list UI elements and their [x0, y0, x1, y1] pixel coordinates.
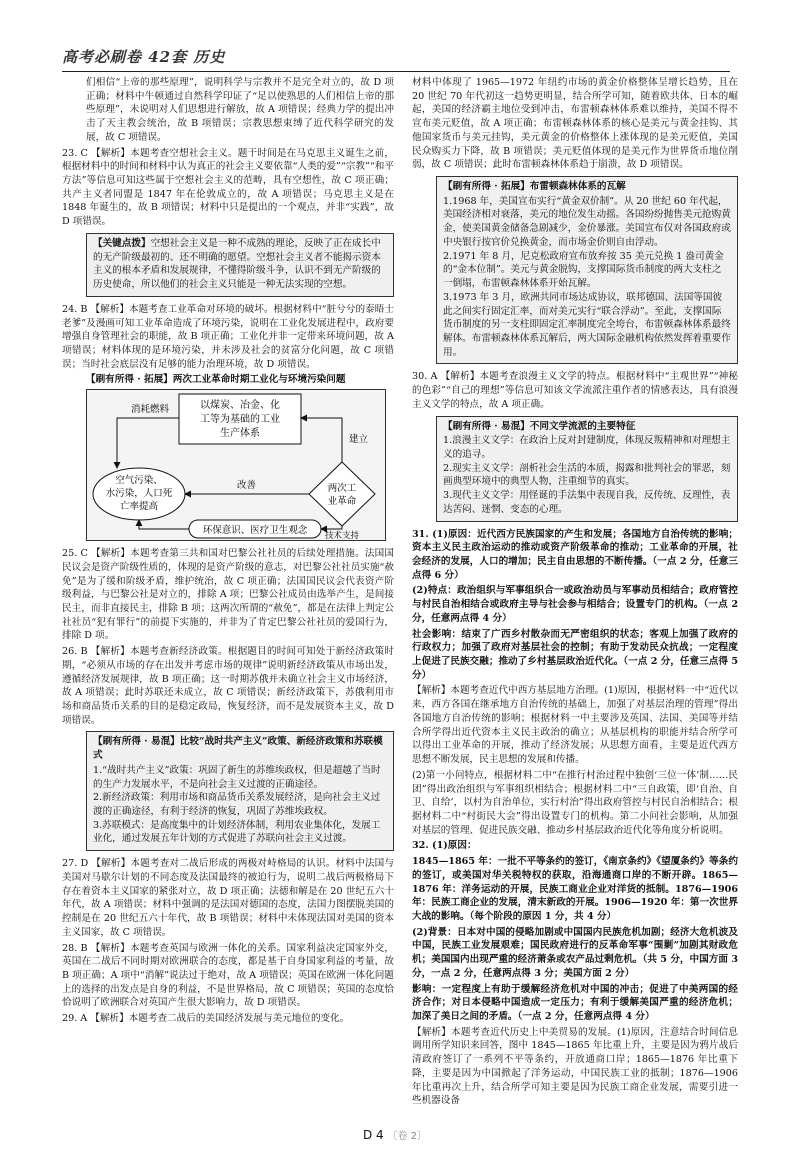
- right-column: [412, 76, 738, 1116]
- page-footer: [0, 1127, 790, 1144]
- box-item: 2.现实主义文学：剖析社会生活的本质，揭露和批判社会的罪恶，刻画典型环境中的典型人物，注重细节的真实。: [443, 462, 731, 488]
- answer-29: 29. A 【解析】本题考查二战后的美国经济发展与美元地位的变化。: [62, 1013, 350, 1025]
- diagram-title: 【刷有所得 · 拓展】两次工业革命时期工业化与环境污染问题: [86, 374, 346, 386]
- diag-label-improve: 改善: [237, 480, 257, 492]
- volume-label: 〔卷 2〕: [387, 1131, 428, 1142]
- answer-27: 27. D 【解析】本题考查对二战后形成的两极对峙格局的认识。材料中法国与美国对马歇尔计划的不同态度及法国最终的被迫行为，说明二战后两极格局下存在着资本主义国家的紧张对立，故 D 项正确；法德和解是在 20 世纪五六十年代，故 A 项错误；材料中强调的是法国对德国的态度，法国力图摆脱美国的控制是在 20 世纪五六十年代，故 B 项错误；材料中未体现法国对美国的资本主义国家，故 C 项错误。: [62, 858, 394, 938]
- diag-right-line-1: 两次工: [327, 483, 357, 495]
- left-column: [62, 76, 394, 1116]
- page-number: D 4: [362, 1128, 384, 1142]
- answer-32-reasons: 1845—1865 年：一批不平等条约的签订，《南京条约》《望厦条约》等条约的签订，或美国对华关税特权的获取，沿海通商口岸的不断开辟。1865—1876 年：洋务运动的开展，民族工商业企业对洋货的抵制。1876—1906 年：民族工商企业的发展，清末新政的开展。1906—1920 年：第一次世界大战的影响。（每个阶段的原因 1 分，共 4 分）: [412, 856, 738, 922]
- page-header: [62, 47, 730, 73]
- answer-31-analysis-2: (2)第一小问特点，根据材料二中“在推行村治过程中独创‘三位一体’制……民团”得出政治组织与军事组织相结合；根据材料二中“三自政策，即‘自治、自卫、自给’，以村为自治单位，实行村治”得出政府管控与村民自治相结合；根据材料二中“村街民大会”得出设置专门的机构。第二小问社会影响，从加强对基层的管理、促进民族交融、推动乡村基层政治近代化等角度分析说明。: [412, 769, 738, 836]
- key-point-box: [86, 233, 394, 297]
- box-item: 1.“战时共产主义”政策：巩固了新生的苏维埃政权，但是超越了当时的生产力发展水平，不是向社会主义过渡的正确途径。: [93, 764, 381, 790]
- answer-23: 23. C 【解析】本题考查空想社会主义。题干时间是在马克思主义诞生之前，根据材料中的时间和材料中认为真正的社会主义要依靠“人类的爱”“宗教”“和平方法”等信息可知这些属于空想社会主义的范畴，具有空想性，故 C 项正确；共产主义者同盟是 1847 年在伦敦成立的，故 A 项错误；马克思主义是在 1848 年诞生的，故 B 项错误；材料中只是提出的一个观点，并非“实践”，故 D 项错误。: [62, 147, 394, 228]
- diag-top-line-1: 以煤炭、冶金、化: [200, 400, 280, 412]
- diag-right-line-2: 业革命: [327, 496, 357, 508]
- diag-top-line-3: 生产体系: [220, 428, 260, 440]
- box-item: 2.新经济政策：利用市场和商品货币关系发展经济，是向社会主义过渡的正确途径，有利于经济的恢复，巩固了苏维埃政权。: [93, 792, 381, 818]
- diag-left-line-1: 空气污染、: [115, 475, 163, 487]
- answer-31-analysis: 【解析】本题考查近代中西方基层地方治理。(1)原因，根据材料一中“近代以来，西方各国在继承地方自治传统的基础上，加强了对基层治理的管理”得出各国地方自治传统的影响；根据材料一中主要涉及英国、法国、美国等并结合所学得出近代资本主义民主政治的确立；从基层机构的职能并结合所学可以得出工业革命的开展，推动了经济发展；从思想方面看，主要是近代西方思想不断发展，民主思想的发展和传播。: [412, 685, 738, 766]
- industrial-pollution-diagram: [86, 389, 386, 541]
- answer-32-analysis: 【解析】本题考查近代历史上中美贸易的发展。(1)原因，注意结合时间信息调用所学知识来回答，图中 1845—1865 年比重上升，主要是因为鸦片战后清政府签订了一系列不平等条约，开放通商口岸；1865—1876 年比重下降，主要是因为中国掀起了洋务运动，中国民族工业的抵制；1876—1906 年比重再次上升，结合所学可知主要是因为民族工商企业发展，需要引进一些机器设备: [412, 1026, 738, 1107]
- answer-32-background: (2)背景：日本对中国的侵略加剧或中国国内民族危机加剧；经济大危机波及中国，民族工业发展艰难；国民政府进行的反革命军事“围剿”加剧其财政危机；美国国内出现严重的经济萧条或农产品过剩危机。（共 5 分，中国方面 3 分，一点 2 分，任意两点得 3 分；美国方面 2 分）: [412, 926, 738, 979]
- bretton-woods-box: [436, 176, 738, 364]
- box-title: 【刷有所得 · 易混】比较“战时共产主义”政策、新经济政策和苏联模式: [93, 736, 383, 762]
- answer-32-label: 32. (1)原因：: [412, 840, 477, 852]
- header-title: 高考必刷卷 42套 历史: [62, 48, 226, 66]
- box-item: 3.苏联模式：是高度集中的计划经济体制，利用农业集体化，发展工业化，通过发展五年计划的方式促进了苏联向社会主义过渡。: [93, 819, 381, 845]
- answer-24: 24. B 【解析】本题考查工业革命对环境的破坏。根据材料中“脏兮兮的泰晤士老爹”及漫画可知工业革命造成了环境污染，说明在工业化发展进程中，政府要增强自身管理社会的职能，故 B 项正确；工业化并非一定带来环境问题，故 A 项错误；材料体现的是环境污染，并未涉及社会的贫富分化问题，故 C 项错误；当时社会底层没有足够的能力治理环境，故 D 项错误。: [62, 303, 394, 370]
- diag-bottom-text: 环保意识、医疗卫生观念: [202, 525, 308, 537]
- paragraph: 们相信“上帝的那些原理”，说明科学与宗教并不是完全对立的，故 D 项正确；材料中牛顿通过自然科学印证了“足以使熟思的人们相信上帝的那些原理”，未说明对人们思想进行解放，故 A 项错误；经典力学的提出冲击了天主教会统治，故 B 项错误；宗教思想束缚了近代科学研究的发展，故 C 项错误。: [86, 77, 394, 143]
- diag-label-tech: 技术支持: [325, 531, 360, 541]
- answer-26: 26. B 【解析】本题考查新经济政策。根据题目的时间可知处于新经济政策时期，“必须从市场的存在出发并考虑市场的规律”说明新经济政策从市场出发，遵循经济发展规律，故 B 项正确；这一时期苏俄并未确立社会主义市场经济，故 A 项错误；此时苏联还未成立，故 C 项错误；新经济政策下，苏俄利用市场和商品货币关系的目的是稳定政局，恢复经济，而不是发展资本主义，故 D 项错误。: [62, 646, 394, 726]
- box-item: 3.1973 年 3 月，欧洲共同市场达成协议，联邦德国、法国等国彼此之间实行固定汇率，而对美元实行“联合浮动”。至此，支撑国际货币制度的另一支柱即固定汇率制度完全垮台，布雷顿森林体系最终解体。布雷顿森林体系瓦解后，两大国际金融机构依然发挥着重要作用。: [443, 291, 731, 358]
- answer-30: 30. A 【解析】本题考查浪漫主义文学的特点。根据材料中“主观世界”“神秘的色彩”“自己的理想”等信息可知该文学流派注重作者的情感表达，具有浪漫主义文学的特点，故 A 项正确。: [412, 371, 738, 410]
- paragraph: 材料中体现了 1965—1972 年纽约市场的黄金价格整体呈增长趋势，且在 20 世纪 70 年代初这一趋势更明显，结合所学可知，随着欧共体、日本的崛起，美国的经济霸主地位受到冲击，布雷顿森林体系难以维持，美国不得不宣布美元贬值，故 A 项正确；布雷顿森林体系的核心是美元与黄金挂钩、其他国家货币与美元挂钩，美元黄金的价格整体上涨体现的是美元贬值，美国民众购买力下降，故 B 项错误；美元贬值体现的是美元作为世界货币地位削弱，故 C 项错误；此时布雷顿森林体系趋于崩溃，故 D 项错误。: [412, 77, 738, 171]
- answer-31-reasons: 31. (1)原因：近代西方民族国家的产生和发展；各国地方自治传统的影响；资本主义民主政治运动的推动或资产阶级革命的推动；工业革命的开展，社会经济的发展，人口的增加；民主自由思想的不断传播。（一点 2 分，任意三点得 6 分）: [412, 528, 738, 581]
- diagram-svg: [87, 390, 385, 540]
- diag-left-line-2: 水污染，人口死: [105, 488, 173, 500]
- diag-top-line-2: 工等为基础的工业: [200, 414, 280, 426]
- answer-31-features: (2)特点：政治组织与军事组织合一或政治动员与军事动员相结合；政府管控与村民自治相结合或政府主导与社会参与相结合；设置专门的机构。（一点 2 分，任意两点得 4 分）: [412, 585, 738, 624]
- answer-28: 28. B 【解析】本题考查英国与欧洲一体化的关系。国家利益决定国家外交，英国在二战后不同时期对欧洲联合的态度，都是基于自身国家利益的考量，故 B 项正确；A 项中“消解”说法过于绝对，故 A 项错误；英国在欧洲一体化问题上的选择的出发点是自身的利益，不是世界格局，故 C 项错误；英国的态度恰恰说明了欧洲联合对英国产生很大影响力，故 D 项错误。: [62, 942, 394, 1009]
- answer-32-impact: 影响：一定程度上有助于缓解经济危机对中国的冲击；促进了中美两国的经济合作；对日本侵略中国造成一定压力；有利于缓解美国严重的经济危机；加深了美日之间的矛盾。（一点 2 分，任意两点得 4 分）: [412, 983, 738, 1022]
- diag-left-line-3: 亡率提高: [119, 501, 159, 513]
- comparison-box: [86, 731, 394, 851]
- diag-label-build: 建立: [349, 434, 369, 446]
- answer-25: 25. C 【解析】本题考查第三共和国对巴黎公社社员的后续处理措施。法国国民议会是资产阶级性质的，体现的是资产阶级的意志，对巴黎公社社员实施“赦免”是为了缓和阶级矛盾，维护统治，故 C 项正确；法国国民议会代表资产阶级利益，与巴黎公社是对立的，排除 A 项；巴黎公社成员由选举产生，是间接民主，而非直接民主，排除 B 项；这两次所谓的“赦免”，都是在法律上判定公社社员“犯有罪行”的前提下实施的，并非为了肯定巴黎公社社员的爱国行为，排除 D 项。: [62, 548, 394, 642]
- revolution-diamond: [309, 462, 375, 526]
- box-title: 【关键点拨】: [93, 237, 151, 249]
- literature-box: [436, 416, 738, 522]
- answer-31-impact: 社会影响：结束了广西乡村散杂而无严密组织的状态；客观上加强了政府的行政权力；加强了政府对基层社会的控制；有助于发动民众抗战；一定程度上促进了民族交融；推动了乡村基层政治近代化。（一点 2 分，任意三点得 5 分）: [412, 628, 738, 681]
- header-rule: [62, 71, 730, 72]
- box-item: 1.浪漫主义文学：在政治上反对封建制度，体现反叛精神和对理想主义的追寻。: [443, 435, 731, 460]
- box-text: 空想社会主义是一种不成熟的理论，反映了正在成长中的无产阶级最初的、还不明确的愿望。空想社会主义者不能揭示资本主义的根本矛盾和发展规律，不懂得阶级斗争，认识不到无产阶级的历史使命，所以他们的社会主义只能是一种无法实现的空想。: [93, 237, 381, 291]
- box-item: 3.现代主义文学：用怪诞的手法集中表现自我，反传统、反理性，表达苦闷、迷惘、变态的心理。: [443, 490, 731, 515]
- box-title: 【刷有所得 · 易混】不同文学流派的主要特征: [443, 420, 636, 432]
- box-title: 【刷有所得 · 拓展】布雷顿森林体系的瓦解: [443, 181, 626, 193]
- box-item: 1.1968 年，美国宣布实行“黄金双价制”。从 20 世纪 60 年代起，美国经济相对衰落，美元的地位发生动摇。各国纷纷抛售美元抢购黄金，使美国黄金储备急剧减少，金价暴涨。美国宣布仅对各国政府或中央银行按官价兑换黄金，而市场金价则自由浮动。: [443, 195, 731, 248]
- box-item: 2.1971 年 8 月，尼克松政府宣布放弃按 35 美元兑换 1 盎司黄金的“金本位制”。美元与黄金脱钩，支撑国际货币制度的两大支柱之一倒塌，布雷顿森林体系开始瓦解。: [443, 250, 724, 290]
- diag-label-fuel: 消耗燃料: [131, 404, 170, 416]
